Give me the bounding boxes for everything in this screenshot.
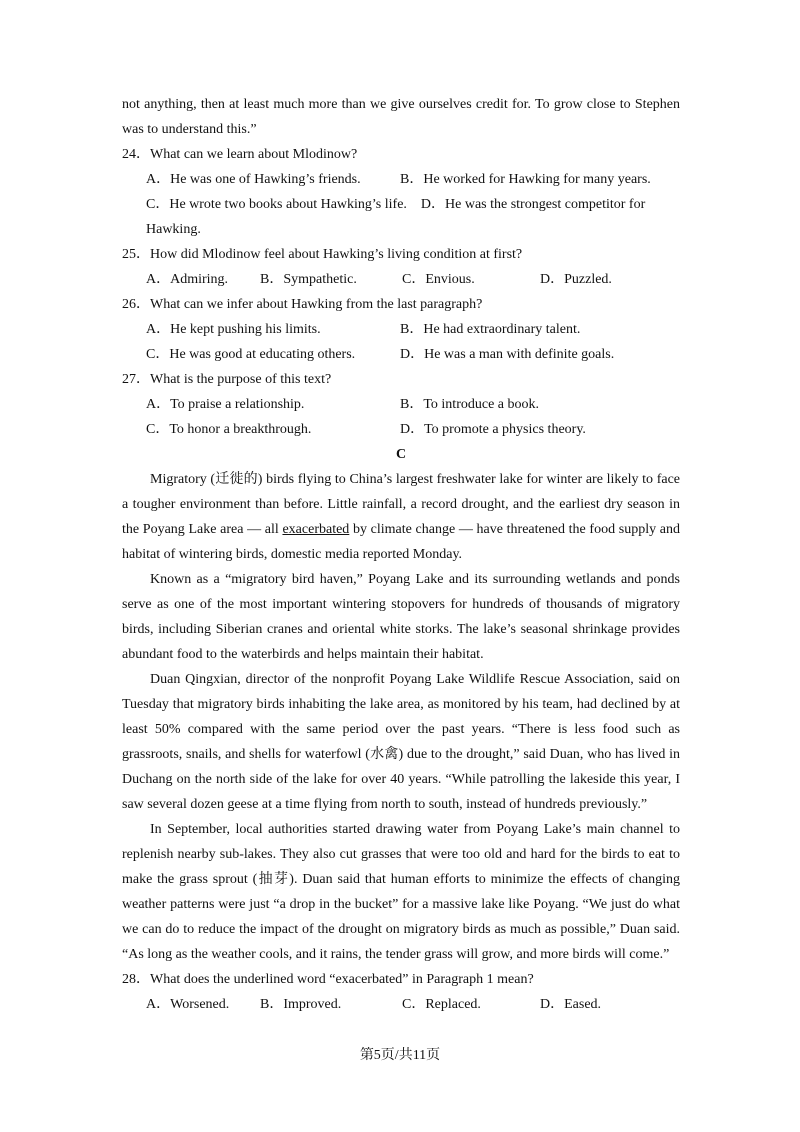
- page-content: [122, 92, 680, 1017]
- question-24-options-row-1: [122, 167, 680, 192]
- passage-b-continuation: not anything, then at least much more than we give ourselves credit for. To grow close to Stephen was to understand this.”: [122, 97, 680, 137]
- question-text: What can we learn about Mlodinow?: [150, 147, 358, 162]
- question-24: [122, 142, 680, 167]
- option-c[interactable]: C．He was good at educating others.: [146, 347, 356, 362]
- question-number: 28．: [122, 972, 150, 987]
- question-number: 24．: [122, 147, 150, 162]
- option-b[interactable]: B．He had extraordinary talent.: [400, 322, 581, 337]
- option-a[interactable]: A．Worsened.: [146, 997, 230, 1012]
- option-a[interactable]: A．He kept pushing his limits.: [146, 322, 321, 337]
- question-25-options: [122, 267, 680, 292]
- question-28-options: [122, 992, 680, 1017]
- option-b[interactable]: B．To introduce a book.: [400, 397, 539, 412]
- question-text: What is the purpose of this text?: [150, 372, 332, 387]
- section-c-paragraph-3: Duan Qingxian, director of the nonprofit Poyang Lake Wildlife Rescue Association, said on Tuesday that migratory birds inhabiting the lake area, as monitored by his team, had declined by at least 50% compared with the same period over the past years. “There is less food such as grassroots, snails, and shells for waterfowl (水禽) due to the drought,” said Duan, who has lived in Duchang on the north side of the lake for over 40 years. “While patrolling the lakeside this year, I saw several dozen geese at a time flying from north to south, instead of hundreds previously.”: [122, 672, 680, 812]
- option-b[interactable]: B．Improved.: [260, 997, 342, 1012]
- section-c-paragraph-2: Known as a “migratory bird haven,” Poyang Lake and its surrounding wetlands and ponds serve as one of the most important wintering stopovers for hundreds of thousands of migratory birds, including Siberian cranes and oriental white storks. The lake’s seasonal shrinkage provides abundant food to the waterbirds and helps maintain their habitat.: [122, 572, 680, 662]
- question-24-options-row-2[interactable]: C．He wrote two books about Hawking’s life. D．He was the strongest competitor for Hawking.: [146, 197, 646, 237]
- question-text: What does the underlined word “exacerbated” in Paragraph 1 mean?: [150, 972, 534, 987]
- question-number: 25．: [122, 247, 150, 262]
- option-b[interactable]: B．Sympathetic.: [260, 272, 357, 287]
- option-d[interactable]: D．To promote a physics theory.: [400, 422, 586, 437]
- option-a[interactable]: A．To praise a relationship.: [146, 397, 305, 412]
- question-28: [122, 967, 680, 992]
- option-a[interactable]: A．He was one of Hawking’s friends.: [146, 172, 361, 187]
- option-c[interactable]: C．Replaced.: [402, 997, 481, 1012]
- question-27: [122, 367, 680, 392]
- section-c-paragraph-1: [122, 467, 680, 567]
- question-text: How did Mlodinow feel about Hawking’s living condition at first?: [150, 247, 523, 262]
- question-text: What can we infer about Hawking from the last paragraph?: [150, 297, 483, 312]
- paragraph-text: Migratory (迁徙的) birds flying to China’s largest freshwater lake for winter are likely to face a tougher environment than before. Little rainfall, a record drought, and the earliest dry season in the Poyang Lake area — all: [122, 472, 680, 537]
- option-d[interactable]: D．He was a man with definite goals.: [400, 347, 615, 362]
- option-d[interactable]: D．Eased.: [540, 997, 602, 1012]
- section-c-title: C: [395, 447, 407, 462]
- page-footer: 第5页/共11页: [359, 1048, 441, 1063]
- question-26-options-row-1: [122, 317, 680, 342]
- paragraph-text: by climate change — have threatened the food supply and habitat of wintering birds, domestic media reported Monday.: [122, 522, 680, 562]
- question-27-options-row-1: [122, 392, 680, 417]
- question-27-options-row-2: [122, 417, 680, 442]
- question-26-options-row-2: [122, 342, 680, 367]
- question-number: 26．: [122, 297, 150, 312]
- question-26: [122, 292, 680, 317]
- option-a[interactable]: A．Admiring.: [146, 272, 229, 287]
- question-number: 27．: [122, 372, 150, 387]
- option-c[interactable]: C．To honor a breakthrough.: [146, 422, 312, 437]
- option-b[interactable]: B．He worked for Hawking for many years.: [400, 172, 651, 187]
- question-25: [122, 242, 680, 267]
- section-c-paragraph-4: In September, local authorities started drawing water from Poyang Lake’s main channel to replenish nearby sub-lakes. They also cut grasses that were too old and hard for the birds to eat to make the grass sprout (抽芽). Duan said that human efforts to minimize the effects of changing weather patterns were just “a drop in the bucket” for a massive lake like Poyang. “We just do what we can do to reduce the impact of the drought on migratory birds as much as possible,” Duan said. “As long as the weather cools, and it rains, the tender grass will grow, and more birds will come.”: [122, 822, 680, 962]
- option-c[interactable]: C．Envious.: [402, 272, 475, 287]
- option-d[interactable]: D．Puzzled.: [540, 272, 612, 287]
- underlined-word: exacerbated: [282, 522, 350, 537]
